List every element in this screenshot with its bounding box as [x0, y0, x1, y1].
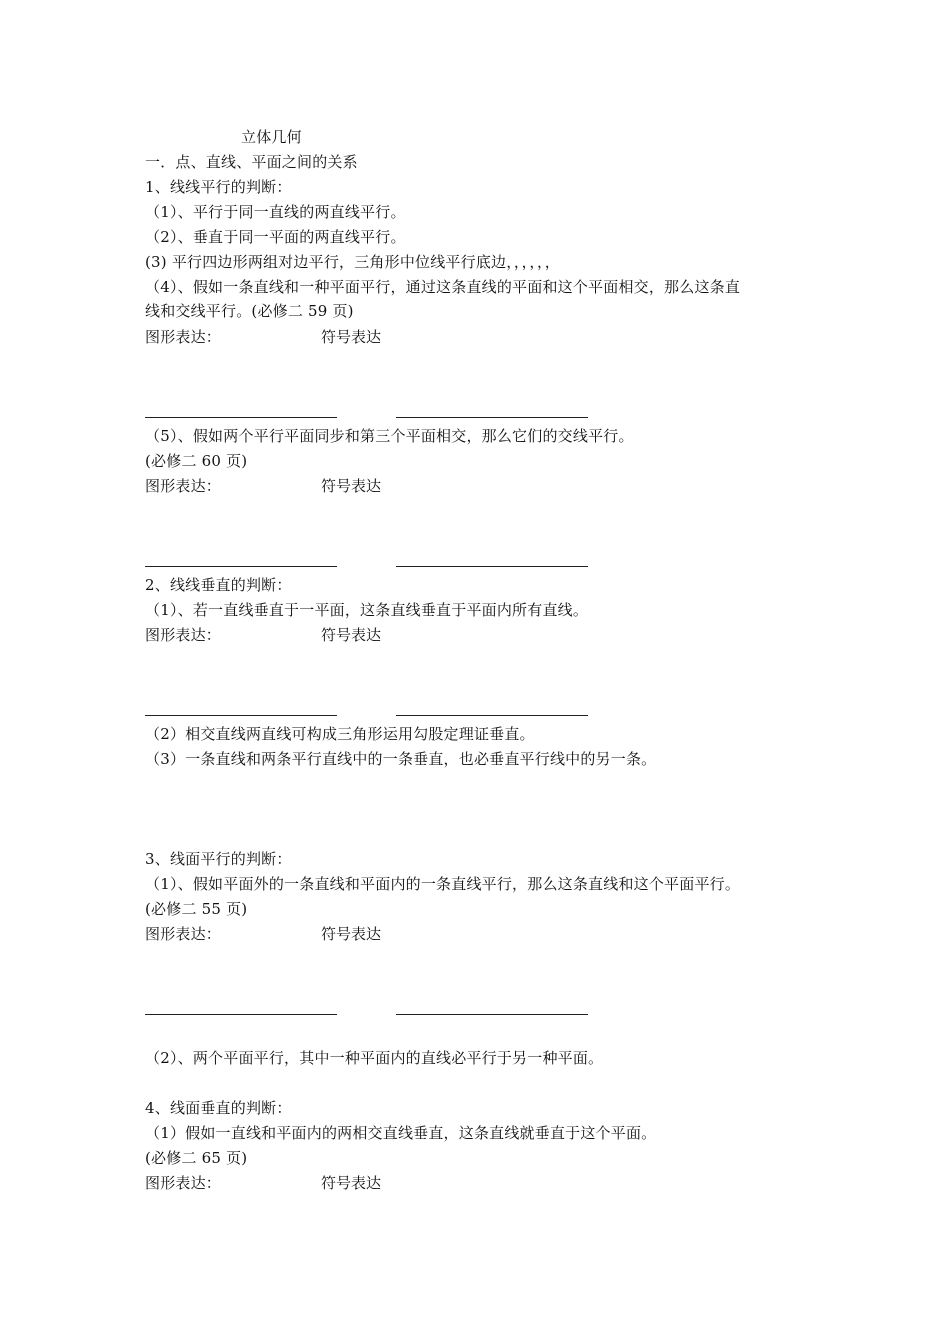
answer-blank-symbol[interactable] — [396, 566, 588, 567]
s1-item-5-ref: (必修二 60 页) — [145, 452, 248, 470]
section-heading: 一．点、直线、平面之间的关系 — [145, 153, 358, 171]
s1-heading: 1、线线平行的判断： — [145, 178, 292, 196]
answer-blank-symbol[interactable] — [396, 417, 588, 418]
s4-item-1: （1）假如一直线和平面内的两相交直线垂直，这条直线就垂直于这个平面。 — [145, 1124, 657, 1142]
answer-blank-symbol[interactable] — [396, 715, 588, 716]
s3-item-1: （1）、假如平面外的一条直线和平面内的一条直线平行，那么这条直线和这个平面平行。 — [145, 875, 741, 893]
figure-label: 图形表达： — [145, 328, 222, 346]
s1-item-3: (3) 平行四边形两组对边平行，三角形中位线平行底边，，，，，， — [145, 253, 560, 271]
s3-heading: 3、线面平行的判断： — [145, 850, 292, 868]
s1-item-4-line2: 线和交线平行。(必修二 59 页) — [145, 302, 354, 320]
s2-item-2: （2）相交直线两直线可构成三角形运用勾股定理证垂直。 — [145, 725, 535, 743]
s4-item-1-ref: (必修二 65 页) — [145, 1149, 248, 1167]
s1-item-5: （5）、假如两个平行平面同步和第三个平面相交，那么它们的交线平行。 — [145, 427, 634, 445]
symbol-label: 符号表达 — [321, 477, 382, 495]
answer-blank-figure[interactable] — [145, 1014, 337, 1015]
s2-item-3: （3）一条直线和两条平行直线中的一条垂直，也必垂直平行线中的另一条。 — [145, 750, 657, 768]
s3-item-2: （2）、两个平面平行，其中一种平面内的直线必平行于另一种平面。 — [145, 1049, 604, 1067]
figure-label: 图形表达： — [145, 477, 222, 495]
symbol-label: 符号表达 — [321, 626, 382, 644]
page-title: 立体几何 — [241, 128, 302, 146]
symbol-label: 符号表达 — [321, 1174, 382, 1192]
s3-item-1-ref: (必修二 55 页) — [145, 900, 248, 918]
s1-item-1: （1）、平行于同一直线的两直线平行。 — [145, 203, 406, 221]
figure-label: 图形表达： — [145, 925, 222, 943]
s2-item-1: （1）、若一直线垂直于一平面，这条直线垂直于平面内所有直线。 — [145, 601, 589, 619]
answer-blank-figure[interactable] — [145, 417, 337, 418]
figure-label: 图形表达： — [145, 626, 222, 644]
s2-heading: 2、线线垂直的判断： — [145, 576, 292, 594]
answer-blank-symbol[interactable] — [396, 1014, 588, 1015]
answer-blank-figure[interactable] — [145, 715, 337, 716]
s1-item-4-line1: （4）、假如一条直线和一种平面平行，通过这条直线的平面和这个平面相交，那么这条直 — [145, 278, 741, 296]
s1-item-2: （2）、垂直于同一平面的两直线平行。 — [145, 228, 406, 246]
figure-label: 图形表达： — [145, 1174, 222, 1192]
symbol-label: 符号表达 — [321, 328, 382, 346]
answer-blank-figure[interactable] — [145, 566, 337, 567]
s4-heading: 4、线面垂直的判断： — [145, 1099, 292, 1117]
symbol-label: 符号表达 — [321, 925, 382, 943]
